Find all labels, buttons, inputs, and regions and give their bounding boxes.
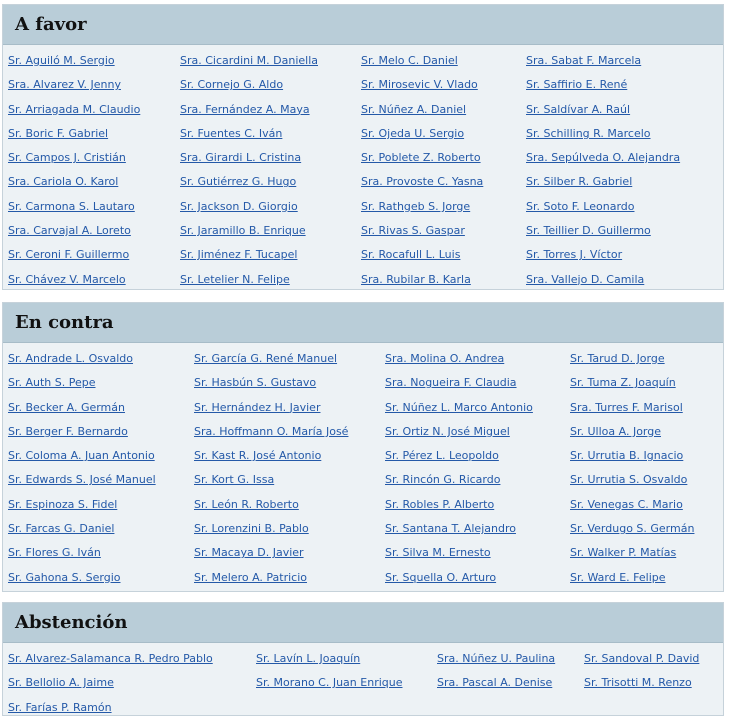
deputy-link[interactable]: Sra. Turres F. Marisol — [570, 400, 683, 414]
deputy-cell — [3, 120, 175, 144]
deputy-cell — [565, 564, 725, 588]
deputy-link[interactable]: Sra. Vallejo D. Camila — [526, 272, 645, 286]
deputy-link[interactable]: Sr. Lorenzini B. Pablo — [194, 522, 309, 536]
deputy-cell — [175, 217, 356, 241]
deputy-link[interactable]: Sr. Rocafull L. Luis — [361, 248, 461, 262]
deputy-cell — [3, 466, 189, 490]
deputy-cell — [3, 266, 175, 290]
deputy-link[interactable]: Sr. Saldívar A. Raúl — [526, 102, 631, 116]
deputy-cell — [3, 168, 175, 192]
deputy-cell — [565, 466, 725, 490]
deputy-link[interactable]: Sr. Melo C. Daniel — [361, 54, 458, 67]
deputy-cell — [3, 442, 189, 466]
deputy-cell — [189, 564, 380, 588]
deputy-link[interactable]: Sr. Espinoza S. Fidel — [8, 497, 118, 511]
deputy-cell — [521, 193, 725, 217]
deputy-cell — [521, 47, 725, 71]
deputy-cell — [189, 345, 380, 369]
deputy-link[interactable]: Sr. Sandoval P. David — [584, 652, 700, 665]
deputy-cell — [3, 515, 189, 539]
deputy-link[interactable]: Sr. Arriagada M. Claudio — [8, 102, 141, 116]
section-title-abstencion: Abstención — [15, 612, 128, 633]
deputy-cell — [3, 394, 189, 418]
deputy-link[interactable]: Sr. Becker A. Germán — [8, 400, 125, 414]
deputy-link[interactable]: Sr. Bellolio A. Jaime — [8, 676, 114, 690]
deputy-link[interactable]: Sr. Fuentes C. Iván — [180, 126, 283, 140]
deputy-cell — [380, 369, 565, 393]
deputy-cell — [356, 168, 521, 192]
deputy-cell — [565, 491, 725, 515]
deputy-link[interactable]: Sr. Andrade L. Osvaldo — [8, 352, 134, 365]
deputy-cell — [175, 266, 356, 290]
deputy-cell — [521, 217, 725, 241]
deputy-link[interactable]: Sr. Boric F. Gabriel — [8, 126, 109, 140]
deputy-cell — [3, 144, 175, 168]
deputy-link[interactable]: Sr. Torres J. Víctor — [526, 248, 623, 262]
deputy-link[interactable]: Sr. Letelier N. Felipe — [180, 272, 290, 286]
deputy-cell — [3, 345, 189, 369]
deputy-list-en-contra — [3, 343, 723, 588]
deputy-cell — [251, 669, 432, 693]
deputy-cell — [565, 515, 725, 539]
deputy-link[interactable]: Sr. Morano C. Juan Enrique — [256, 676, 403, 690]
deputy-link[interactable]: Sr. Carmona S. Lautaro — [8, 199, 135, 213]
deputy-link[interactable]: Sr. Schilling R. Marcelo — [526, 126, 651, 140]
deputy-cell — [189, 539, 380, 563]
deputy-link[interactable]: Sr. Núñez L. Marco Antonio — [385, 400, 533, 414]
deputy-cell — [432, 669, 579, 693]
deputy-cell — [380, 466, 565, 490]
deputy-cell — [380, 345, 565, 369]
deputy-link[interactable]: Sr. Jackson D. Giorgio — [180, 199, 298, 213]
deputy-link[interactable]: Sr. Ulloa A. Jorge — [570, 424, 661, 438]
deputy-cell — [251, 645, 432, 669]
deputy-cell — [565, 369, 725, 393]
deputy-link[interactable]: Sr. Teillier D. Guillermo — [526, 224, 651, 238]
deputy-cell — [175, 47, 356, 71]
deputy-cell — [3, 71, 175, 95]
deputy-link[interactable]: Sr. Kast R. José Antonio — [194, 449, 322, 463]
deputy-link[interactable]: Sr. Gutiérrez G. Hugo — [180, 175, 297, 189]
section-title-a-favor: A favor — [15, 14, 87, 35]
deputy-link[interactable]: Sr. Kort G. Issa — [194, 473, 275, 487]
deputy-link[interactable]: Sr. Pérez L. Leopoldo — [385, 449, 499, 463]
deputy-cell — [521, 266, 725, 290]
section-a-favor — [2, 4, 724, 290]
deputy-link[interactable]: Sra. Molina O. Andrea — [385, 352, 505, 365]
deputy-link[interactable]: Sra. Alvarez V. Jenny — [8, 78, 121, 92]
deputy-cell — [189, 369, 380, 393]
deputy-link[interactable]: Sr. Poblete Z. Roberto — [361, 151, 481, 165]
deputy-link[interactable]: Sra. Fernández A. Maya — [180, 102, 310, 116]
section-title-en-contra: En contra — [15, 312, 114, 333]
deputy-cell — [356, 96, 521, 120]
deputy-cell — [3, 645, 251, 669]
deputy-link[interactable]: Sr. Jiménez F. Tucapel — [180, 248, 298, 262]
deputy-cell — [565, 539, 725, 563]
deputy-link[interactable]: Sr. Núñez A. Daniel — [361, 102, 467, 116]
deputy-cell — [175, 241, 356, 265]
deputy-cell — [175, 193, 356, 217]
deputy-link[interactable]: Sr. Urrutia S. Osvaldo — [570, 473, 688, 487]
deputy-link[interactable]: Sra. Cicardini M. Daniella — [180, 54, 318, 67]
deputy-cell — [3, 491, 189, 515]
deputy-cell — [565, 442, 725, 466]
deputy-link[interactable]: Sr. Ortiz N. José Miguel — [385, 424, 510, 438]
deputy-cell — [3, 694, 251, 718]
deputy-cell — [565, 394, 725, 418]
deputy-link[interactable]: Sr. Hasbún S. Gustavo — [194, 376, 317, 390]
deputy-cell — [521, 96, 725, 120]
deputy-cell — [356, 71, 521, 95]
deputy-link[interactable]: Sr. Robles P. Alberto — [385, 497, 495, 511]
deputy-link[interactable]: Sra. Cariola O. Karol — [8, 175, 119, 189]
deputy-link[interactable]: Sr. Edwards S. José Manuel — [8, 473, 156, 487]
deputy-link[interactable]: Sr. Mirosevic V. Vlado — [361, 78, 478, 92]
deputy-link[interactable]: Sr. Silva M. Ernesto — [385, 546, 491, 560]
deputy-link[interactable]: Sra. Pascal A. Denise — [437, 676, 553, 690]
deputy-cell — [3, 241, 175, 265]
deputy-link[interactable]: Sr. Campos J. Cristián — [8, 151, 126, 165]
deputy-link[interactable]: Sr. Cornejo G. Aldo — [180, 78, 284, 92]
deputy-link[interactable]: Sr. Aguiló M. Sergio — [8, 54, 115, 67]
deputy-cell — [3, 96, 175, 120]
deputy-cell — [565, 418, 725, 442]
deputy-link[interactable]: Sra. Rubilar B. Karla — [361, 272, 471, 286]
deputy-link[interactable]: Sra. Núñez U. Paulina — [437, 652, 556, 665]
deputy-cell — [175, 168, 356, 192]
deputy-cell — [521, 241, 725, 265]
section-abstencion — [2, 602, 724, 716]
deputy-link[interactable]: Sr. Tarud D. Jorge — [570, 352, 665, 365]
deputy-cell — [3, 193, 175, 217]
deputy-cell — [521, 120, 725, 144]
deputy-link[interactable]: Sr. Rivas S. Gaspar — [361, 224, 465, 238]
deputy-link[interactable]: Sr. Ojeda U. Sergio — [361, 126, 465, 140]
deputy-cell — [3, 539, 189, 563]
deputy-cell — [3, 564, 189, 588]
deputy-cell — [356, 193, 521, 217]
deputy-list-a-favor — [3, 45, 723, 290]
deputy-cell — [380, 564, 565, 588]
deputy-link[interactable]: Sr. Chávez V. Marcelo — [8, 272, 126, 286]
deputy-cell — [579, 645, 725, 669]
deputy-cell — [380, 394, 565, 418]
deputy-cell — [175, 144, 356, 168]
deputy-link[interactable]: Sra. Girardi L. Cristina — [180, 151, 302, 165]
deputy-cell — [380, 515, 565, 539]
section-header-a-favor — [3, 5, 723, 45]
deputy-link[interactable]: Sr. Urrutia B. Ignacio — [570, 449, 684, 463]
section-header-abstencion — [3, 603, 723, 643]
deputy-cell — [189, 394, 380, 418]
deputy-cell — [189, 491, 380, 515]
deputy-cell — [521, 144, 725, 168]
deputy-cell — [175, 71, 356, 95]
deputy-link[interactable]: Sr. Jaramillo B. Enrique — [180, 224, 306, 238]
deputy-link[interactable]: Sr. Trisotti M. Renzo — [584, 676, 692, 690]
section-header-en-contra — [3, 303, 723, 343]
deputy-link[interactable]: Sra. Sepúlveda O. Alejandra — [526, 151, 681, 165]
deputy-link[interactable]: Sr. Hernández H. Javier — [194, 400, 321, 414]
deputy-link[interactable]: Sr. Melero A. Patricio — [194, 570, 308, 584]
deputy-link[interactable]: Sra. Nogueira F. Claudia — [385, 376, 517, 390]
deputy-cell — [565, 345, 725, 369]
deputy-link[interactable]: Sr. Rathgeb S. Jorge — [361, 199, 471, 213]
deputy-cell — [175, 120, 356, 144]
deputy-cell — [3, 217, 175, 241]
deputy-cell — [3, 47, 175, 71]
deputy-list-abstencion — [3, 643, 723, 718]
deputy-link[interactable]: Sr. Walker P. Matías — [570, 546, 677, 560]
deputy-cell — [189, 466, 380, 490]
deputy-link[interactable]: Sr. Flores G. Iván — [8, 546, 101, 560]
deputy-link[interactable]: Sr. Macaya D. Javier — [194, 546, 304, 560]
deputy-link[interactable]: Sr. Ceroni F. Guillermo — [8, 248, 130, 262]
deputy-cell — [380, 491, 565, 515]
deputy-link[interactable]: Sr. Tuma Z. Joaquín — [570, 376, 676, 390]
section-en-contra — [2, 302, 724, 592]
deputy-link[interactable]: Sr. Santana T. Alejandro — [385, 522, 516, 536]
deputy-link[interactable]: Sr. Alvarez-Salamanca R. Pedro Pablo — [8, 652, 213, 665]
deputy-cell — [356, 241, 521, 265]
deputy-cell — [356, 120, 521, 144]
deputy-cell — [356, 266, 521, 290]
deputy-link[interactable]: Sr. Auth S. Pepe — [8, 376, 96, 390]
deputy-link[interactable]: Sra. Carvajal A. Loreto — [8, 224, 131, 238]
deputy-link[interactable]: Sra. Sabat F. Marcela — [526, 54, 642, 67]
deputy-link[interactable]: Sra. Provoste C. Yasna — [361, 175, 484, 189]
deputy-link[interactable]: Sr. Saffirio E. René — [526, 78, 628, 92]
deputy-link[interactable]: Sra. Hoffmann O. María José — [194, 424, 349, 438]
deputy-link[interactable]: Sr. Berger F. Bernardo — [8, 424, 128, 438]
deputy-link[interactable]: Sr. Gahona S. Sergio — [8, 570, 121, 584]
deputy-link[interactable]: Sr. Farías P. Ramón — [8, 700, 112, 714]
deputy-cell — [380, 418, 565, 442]
deputy-cell — [175, 96, 356, 120]
deputy-cell — [356, 217, 521, 241]
deputy-cell — [356, 144, 521, 168]
deputy-cell — [579, 669, 725, 693]
deputy-cell — [356, 47, 521, 71]
deputy-link[interactable]: Sr. Farcas G. Daniel — [8, 522, 115, 536]
deputy-link[interactable]: Sr. Coloma A. Juan Antonio — [8, 449, 155, 463]
deputy-cell — [432, 645, 579, 669]
deputy-link[interactable]: Sr. Silber R. Gabriel — [526, 175, 633, 189]
deputy-link[interactable]: Sr. Venegas C. Mario — [570, 497, 683, 511]
deputy-cell — [3, 669, 251, 693]
deputy-link[interactable]: Sr. León R. Roberto — [194, 497, 299, 511]
deputy-link[interactable]: Sr. Soto F. Leonardo — [526, 199, 635, 213]
deputy-cell — [189, 515, 380, 539]
deputy-link[interactable]: Sr. Squella O. Arturo — [385, 570, 497, 584]
deputy-link[interactable]: Sr. Rincón G. Ricardo — [385, 473, 501, 487]
deputy-link[interactable]: Sr. Verdugo S. Germán — [570, 522, 695, 536]
deputy-cell — [380, 442, 565, 466]
deputy-link[interactable]: Sr. Lavín L. Joaquín — [256, 652, 361, 665]
deputy-cell — [189, 418, 380, 442]
deputy-cell — [3, 418, 189, 442]
deputy-cell — [521, 168, 725, 192]
deputy-cell — [521, 71, 725, 95]
deputy-cell — [3, 369, 189, 393]
deputy-link[interactable]: Sr. García G. René Manuel — [194, 352, 338, 365]
deputy-link[interactable]: Sr. Ward E. Felipe — [570, 570, 666, 584]
deputy-cell — [189, 442, 380, 466]
deputy-cell — [380, 539, 565, 563]
